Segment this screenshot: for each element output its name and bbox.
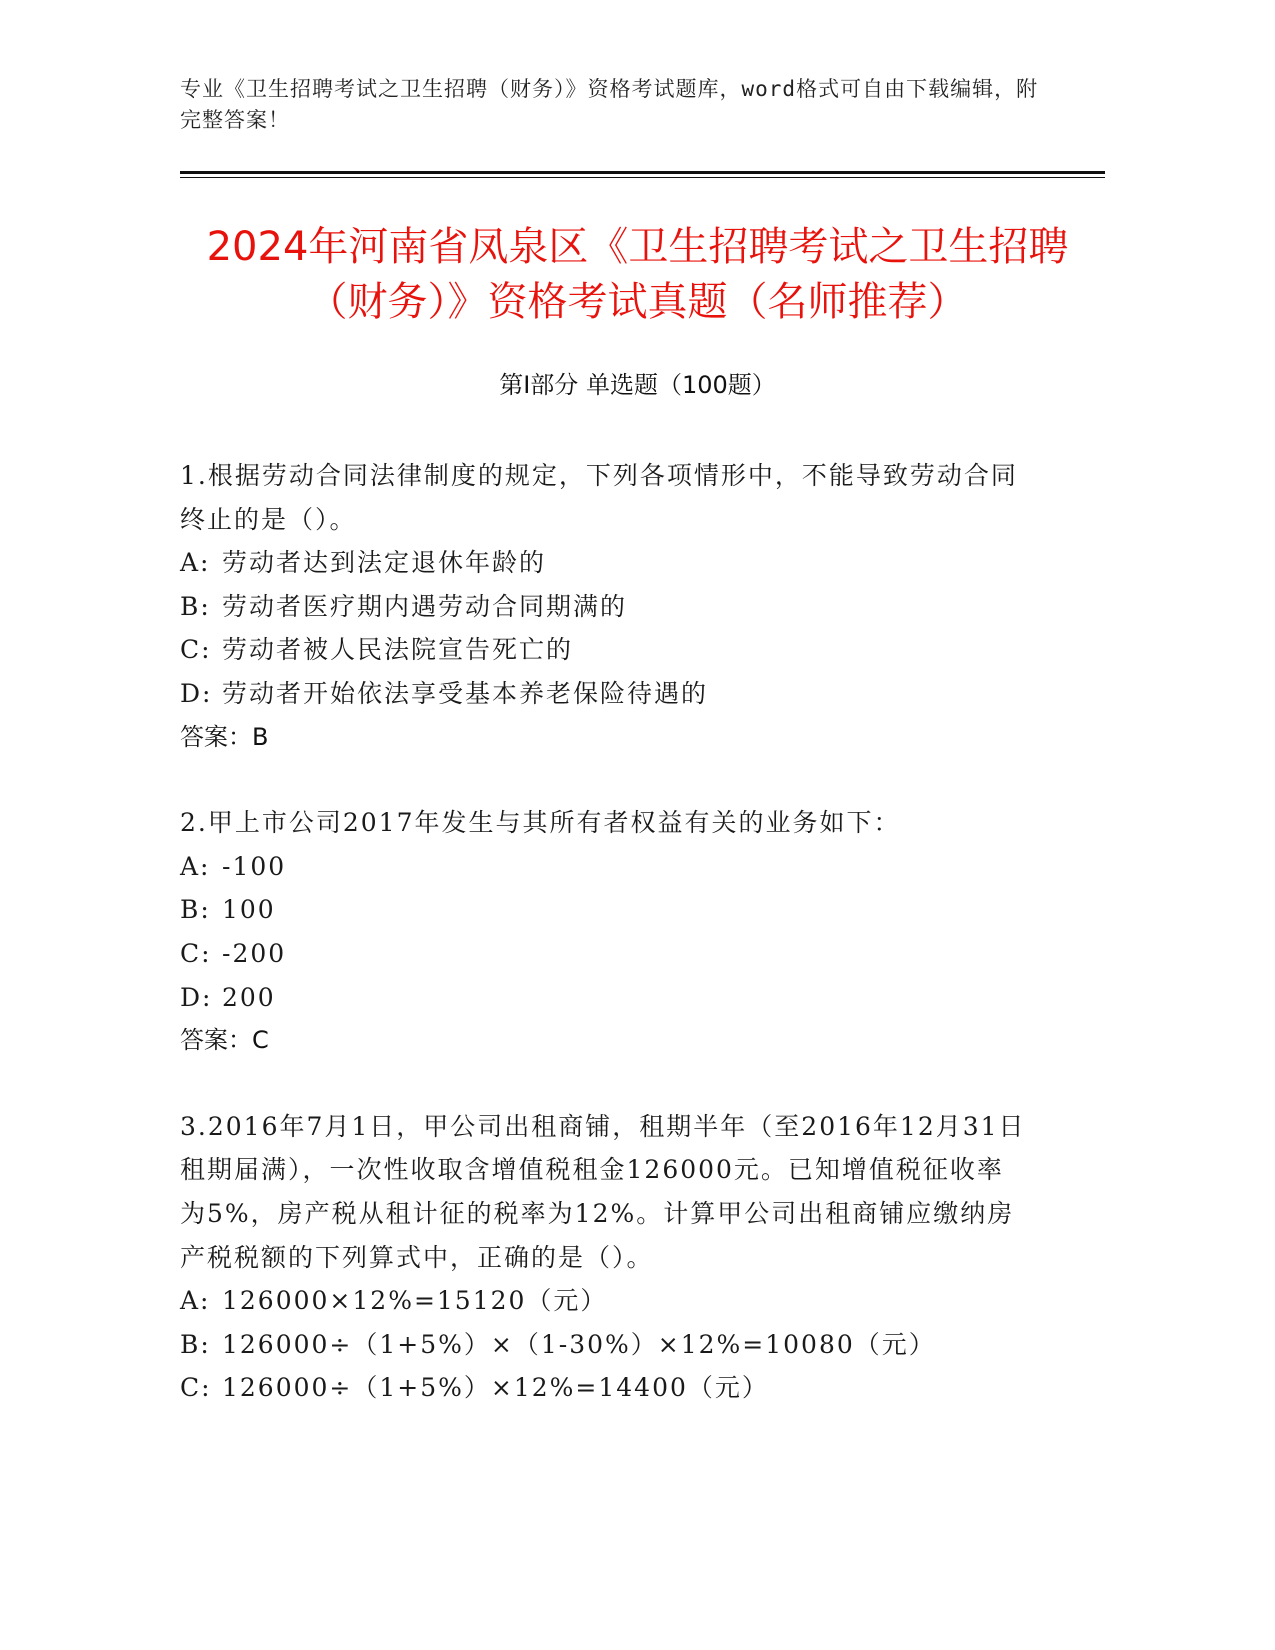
question-list <box>180 454 1030 1452</box>
option-key: C: <box>180 1373 212 1403</box>
question-stem: 2.甲上市公司2017年发生与其所有者权益有关的业务如下： <box>180 808 901 838</box>
option-key: C: <box>180 938 212 968</box>
option-text: 劳动者开始依法享受基本养老保险待遇的 <box>222 678 709 708</box>
document-title: 2024年河南省凤泉区《卫生招聘考试之卫生招聘（财务）》资格考试真题（名师推荐） <box>206 224 1069 325</box>
question-3 <box>180 1105 1030 1410</box>
option-key: B: <box>180 1329 211 1359</box>
option-key: D: <box>180 982 213 1012</box>
option-a <box>180 1279 1030 1323</box>
option-b <box>180 585 1030 629</box>
option-text: 劳动者被人民法院宣告死亡的 <box>222 635 574 665</box>
answer-line: 答案：C <box>180 1026 269 1055</box>
option-d <box>180 672 1030 716</box>
header-rule-thick <box>180 171 1105 174</box>
option-text: 劳动者医疗期内遇劳动合同期满的 <box>222 591 628 621</box>
option-text: 100 <box>222 895 276 925</box>
option-text: 126000×12%=15120（元） <box>222 1286 608 1316</box>
option-d <box>180 976 1030 1020</box>
section-title: 第Ⅰ部分 单选题（100题） <box>499 371 776 399</box>
option-key: C: <box>180 635 212 665</box>
option-text: 126000÷（1+5%）×（1-30%）×12%=10080（元） <box>222 1329 936 1359</box>
option-c <box>180 1366 1030 1410</box>
question-stem: 3.2016年7月1日，甲公司出租商铺，租期半年（至2016年12月31日租期届满），一次性收取含增值税租金126000元。已知增值税征收率为5%，房产税从租计征的税率为12%。计算甲公司出租商铺应缴纳房产税税额的下列算式中，正确的是（）。 <box>180 1111 1026 1272</box>
option-key: B: <box>180 591 211 621</box>
option-text: 劳动者达到法定退休年龄的 <box>222 548 547 578</box>
option-c <box>180 932 1030 976</box>
header-note: 专业《卫生招聘考试之卫生招聘（财务）》资格考试题库，word格式可自由下载编辑，附完整答案！ <box>180 77 1039 132</box>
header-rule-thin <box>180 177 1105 178</box>
question-2 <box>180 801 1030 1063</box>
option-text: 200 <box>222 982 276 1012</box>
option-key: D: <box>180 678 213 708</box>
option-text: -200 <box>222 938 287 968</box>
option-key: B: <box>180 895 211 925</box>
option-c <box>180 628 1030 672</box>
option-text: 126000÷（1+5%）×12%=14400（元） <box>222 1373 769 1403</box>
option-a <box>180 541 1030 585</box>
option-a <box>180 845 1030 889</box>
option-key: A: <box>180 548 211 578</box>
option-key: A: <box>180 851 211 881</box>
option-b <box>180 1323 1030 1367</box>
question-1 <box>180 454 1030 759</box>
question-stem: 1.根据劳动合同法律制度的规定，下列各项情形中，不能导致劳动合同终止的是（）。 <box>180 461 1018 534</box>
option-b <box>180 888 1030 932</box>
answer-line: 答案：B <box>180 722 269 751</box>
option-key: A: <box>180 1286 211 1316</box>
option-text: -100 <box>222 851 287 881</box>
